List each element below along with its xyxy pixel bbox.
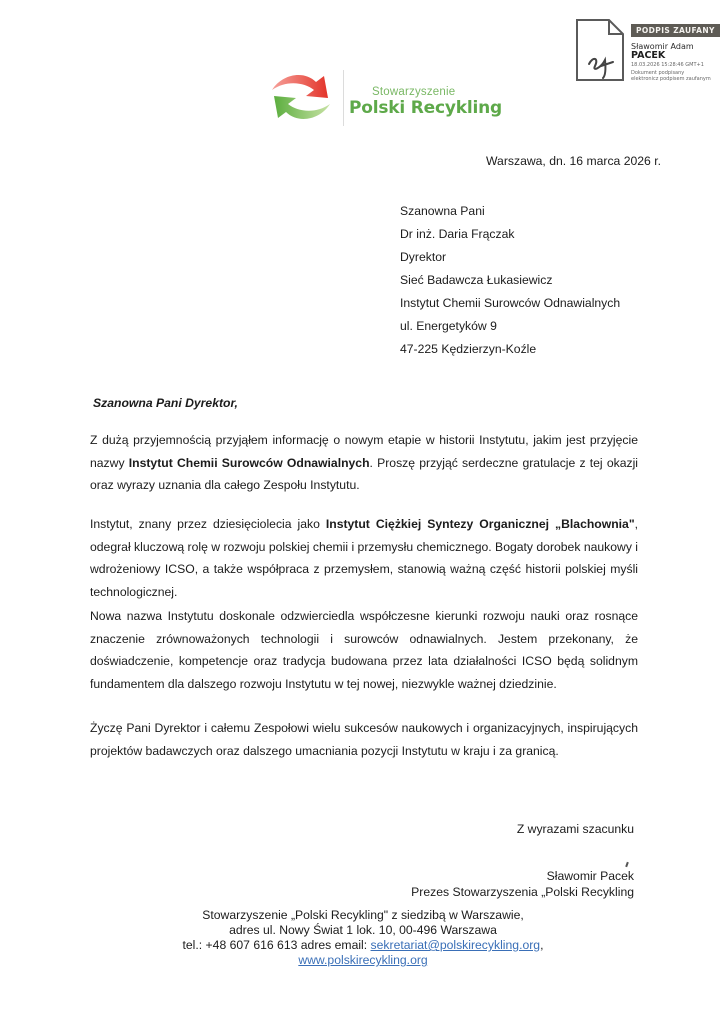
footer-punctuation: , [540, 938, 544, 952]
signed-document-icon [575, 18, 625, 82]
paragraph-text: Z dużą przyjemnością przyjąłem informację o nowym etapie w historii Instytutu, jakim jest przyjęcie nazwy [90, 433, 638, 470]
salutation: Szanowna Pani Dyrektor, [93, 396, 238, 410]
footer-phone-text: tel.: +48 607 616 613 adres email: [182, 938, 371, 952]
recipient-line: 47-225 Kędzierzyn-Koźle [400, 342, 537, 356]
logo-divider [343, 70, 344, 126]
paragraph-text: Instytut, znany przez dziesięciolecia jako [90, 517, 326, 531]
paragraph-text: . Proszę przyjąć serdeczne gratulacje z tej okazji oraz wyrazy uznania dla całego Zespołu Instytutu. [90, 455, 638, 492]
recipient-line: ul. Energetyków 9 [400, 319, 497, 333]
logo-title: Polski Recykling [349, 98, 502, 118]
signer-first-names: Sławomir Adam [631, 42, 694, 51]
signature-timestamp: 18.03.2026 15:28:46 GMT+1 [631, 62, 704, 68]
signature-note: Dokument podpisany elektronicz podpisem zaufanym [631, 70, 711, 82]
signer-name: Sławomir Pacek [546, 869, 634, 883]
signature-badge-title: PODPIS ZAUFANY [631, 24, 720, 37]
signature-mark [625, 862, 629, 867]
paragraph-emphasis: Instytut Ciężkiej Syntezy Organicznej „Blachownia" [325, 517, 635, 531]
body-paragraph-3: Nowa nazwa Instytutu doskonale odzwierciedla współczesne kierunki rozwoju nauki oraz rosnące znaczenie zrównoważonych technologii i surowców odnawialnych. Jestem przekonany, że doświadczenie, kompetencje oraz tradycja budowana przez lata działalności ICSO będą solidnym fundamentem dla dalszego rozwoju Instytutu w tej nowej, niezwykle ważnej dziedzinie. [90, 609, 638, 691]
recipient-line: Dyrektor [400, 250, 447, 264]
recipient-line: Szanowna Pani [400, 204, 485, 218]
body-paragraph-4: Życzę Pani Dyrektor i całemu Zespołowi wielu sukcesów naukowych i organizacyjnych, inspirujących projektów badawczych oraz dalszego umacniania pozycji Instytutu w kraju i za granicą. [90, 721, 638, 758]
recipient-line: Instytut Chemii Surowców Odnawialnych [400, 296, 621, 310]
signer-last-name: PACEK [631, 50, 666, 61]
closing-phrase: Z wyrazami szacunku [516, 822, 634, 836]
recycle-arrows-icon [268, 68, 334, 126]
recipient-line: Sieć Badawcza Łukasiewicz [400, 273, 553, 287]
footer-line: Stowarzyszenie „Polski Recykling" z siedzibą w Warszawie, [202, 908, 524, 922]
footer-line: adres ul. Nowy Świat 1 lok. 10, 00-496 Warszawa [229, 923, 497, 937]
website-link[interactable]: www.polskirecykling.org [298, 953, 428, 967]
trusted-signature-badge [631, 20, 721, 82]
logo-subtitle: Stowarzyszenie [372, 86, 456, 98]
place-and-date: Warszawa, dn. 16 marca 2026 r. [486, 154, 661, 168]
paragraph-emphasis: Instytut Chemii Surowców Odnawialnych [128, 455, 370, 470]
signer-role: Prezes Stowarzyszenia „Polski Recykling [411, 885, 634, 899]
paragraph-text: , odegrał kluczową rolę w rozwoju polskiej chemii i przemysłu chemicznego. Bogaty dorobek naukowy i wdrożeniowy ICSO, a także współpraca z przemysłem, stanowią ważną część historii polskiej myśli technologicznej. [90, 517, 639, 599]
footer-contact-line [0, 938, 726, 953]
recipient-line: Dr inż. Daria Frączak [400, 227, 515, 241]
email-link[interactable]: sekretariat@polskirecykling.org [370, 938, 541, 952]
body-paragraph-2 [90, 513, 638, 603]
body-paragraph-1 [90, 429, 638, 497]
letter-footer [0, 908, 726, 968]
